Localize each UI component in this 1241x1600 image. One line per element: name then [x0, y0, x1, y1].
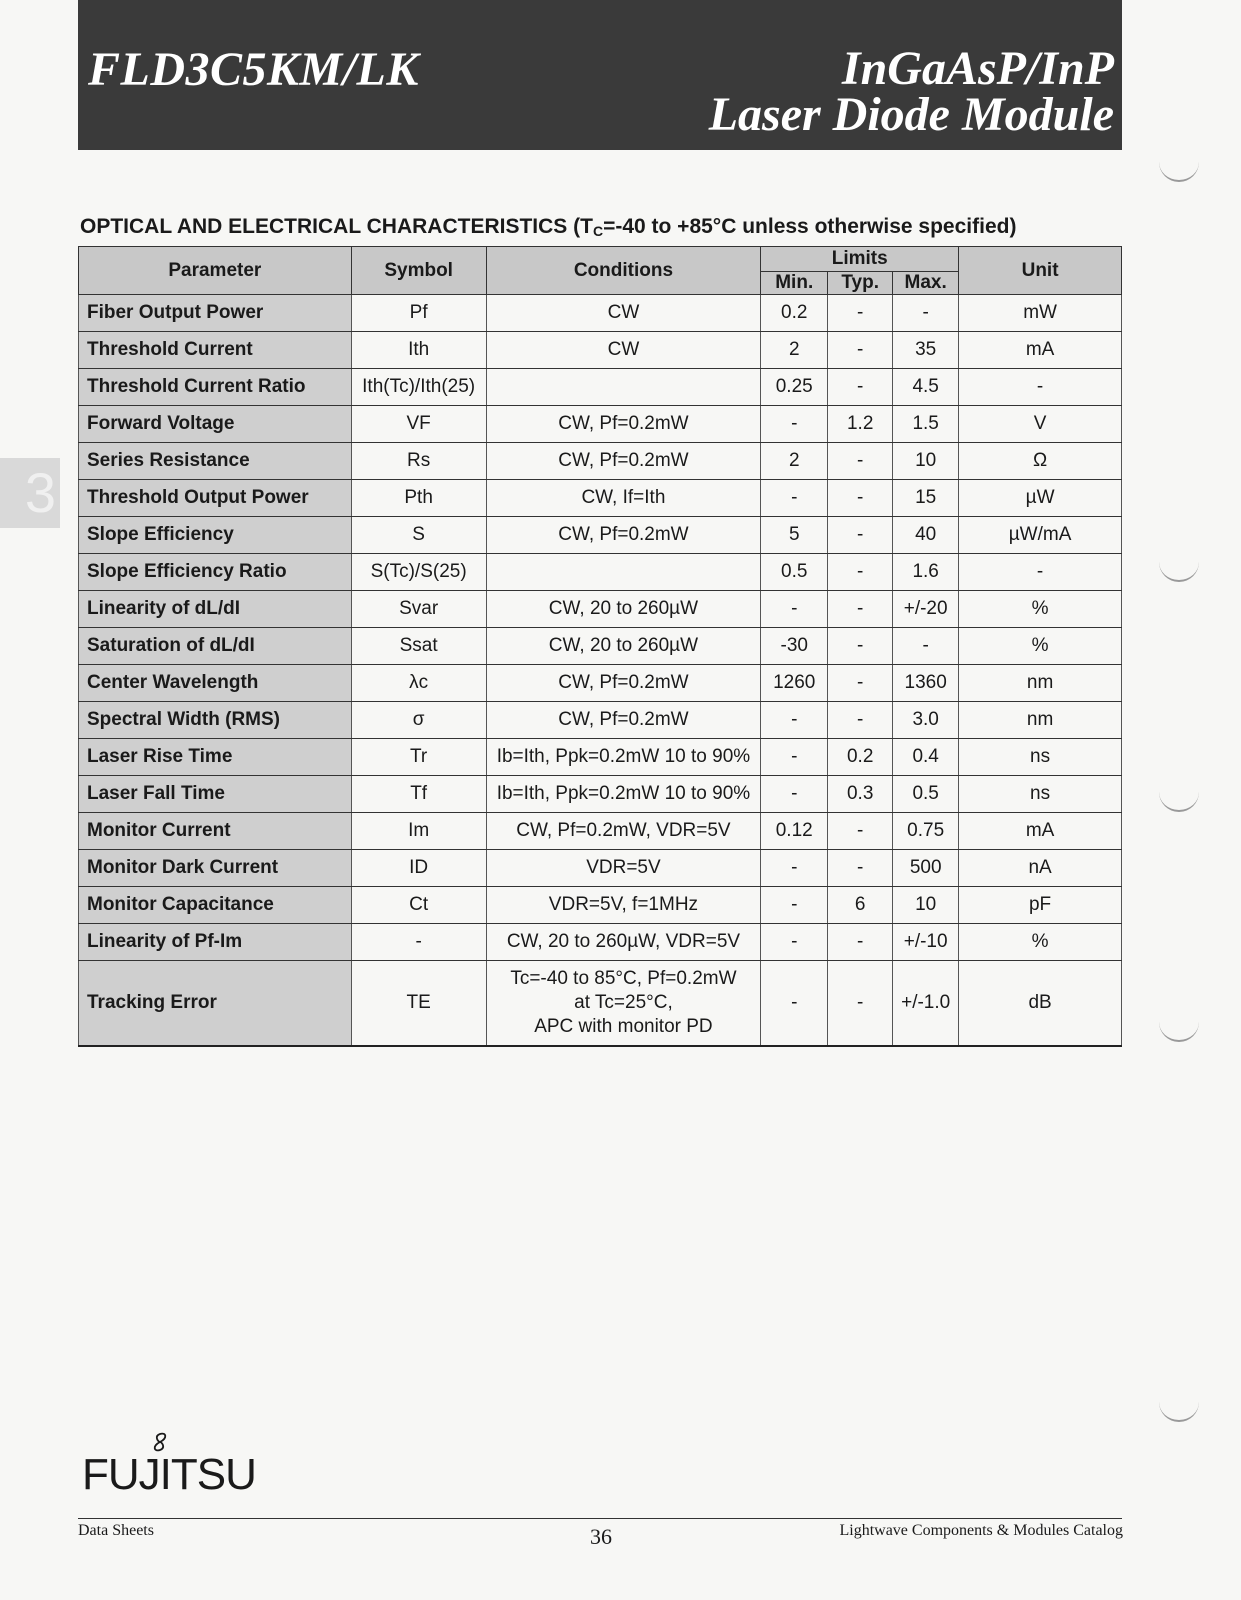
fujitsu-logo	[82, 1430, 262, 1500]
typ-cell: 0.3	[828, 776, 893, 813]
max-cell: -	[893, 295, 959, 332]
min-cell: -	[761, 961, 828, 1047]
symbol-cell: -	[351, 924, 486, 961]
conditions-cell	[486, 961, 761, 1047]
conditions-line: Tc=-40 to 85°C, Pf=0.2mW	[510, 968, 737, 989]
conditions-cell: CW, Pf=0.2mW	[486, 702, 761, 739]
unit-cell: %	[959, 628, 1122, 665]
characteristics-table	[78, 246, 1122, 1047]
table-row	[79, 961, 1122, 1047]
param-cell: Threshold Current Ratio	[79, 369, 352, 406]
table-row	[79, 776, 1122, 813]
param-cell: Threshold Output Power	[79, 480, 352, 517]
header-max: Max.	[893, 272, 959, 295]
min-cell: 0.25	[761, 369, 828, 406]
symbol-cell: ID	[351, 850, 486, 887]
footer-rule	[78, 1518, 1122, 1519]
param-cell: Spectral Width (RMS)	[79, 702, 352, 739]
min-cell: -	[761, 924, 828, 961]
max-cell: 40	[893, 517, 959, 554]
header-min: Min.	[761, 272, 828, 295]
table-row	[79, 332, 1122, 369]
symbol-cell: Ct	[351, 887, 486, 924]
unit-cell: Ω	[959, 443, 1122, 480]
unit-cell: mW	[959, 295, 1122, 332]
unit-cell: -	[959, 554, 1122, 591]
model-title: FLD3C5KM/LK	[88, 43, 419, 96]
max-cell: 1.5	[893, 406, 959, 443]
table-body	[79, 295, 1122, 1047]
unit-cell: nA	[959, 850, 1122, 887]
unit-cell: -	[959, 369, 1122, 406]
unit-cell: ns	[959, 739, 1122, 776]
symbol-cell: Ith(Tc)/Ith(25)	[351, 369, 486, 406]
param-cell: Series Resistance	[79, 443, 352, 480]
max-cell: +/-20	[893, 591, 959, 628]
max-cell: -	[893, 628, 959, 665]
typ-cell: -	[828, 369, 893, 406]
section-title: OPTICAL AND ELECTRICAL CHARACTERISTICS ($T_C=-40$ to +85°C unless otherwise specified)	[80, 215, 1017, 239]
param-cell: Laser Rise Time	[79, 739, 352, 776]
binder-hole	[1159, 1400, 1199, 1422]
conditions-cell	[486, 369, 761, 406]
min-cell: -30	[761, 628, 828, 665]
binder-hole	[1159, 1020, 1199, 1042]
table-row	[79, 813, 1122, 850]
symbol-cell: S(Tc)/S(25)	[351, 554, 486, 591]
conditions-cell: CW, Pf=0.2mW, VDR=5V	[486, 813, 761, 850]
table-row	[79, 702, 1122, 739]
symbol-cell: σ	[351, 702, 486, 739]
param-cell: Monitor Capacitance	[79, 887, 352, 924]
min-cell: 0.2	[761, 295, 828, 332]
table-row	[79, 517, 1122, 554]
symbol-cell: Pf	[351, 295, 486, 332]
min-cell: 2	[761, 332, 828, 369]
conditions-cell: VDR=5V, f=1MHz	[486, 887, 761, 924]
footer-right: Lightwave Components & Modules Catalog	[839, 1522, 1123, 1539]
table-row	[79, 406, 1122, 443]
unit-cell: mA	[959, 332, 1122, 369]
conditions-cell: CW, Pf=0.2mW	[486, 406, 761, 443]
symbol-cell: λc	[351, 665, 486, 702]
param-cell: Saturation of dL/dI	[79, 628, 352, 665]
conditions-line: APC with monitor PD	[534, 1016, 713, 1037]
unit-cell: µW/mA	[959, 517, 1122, 554]
param-cell: Tracking Error	[79, 961, 352, 1047]
symbol-cell: Svar	[351, 591, 486, 628]
symbol-cell: VF	[351, 406, 486, 443]
conditions-cell: VDR=5V	[486, 850, 761, 887]
min-cell: -	[761, 739, 828, 776]
symbol-cell: Tr	[351, 739, 486, 776]
typ-cell: -	[828, 628, 893, 665]
param-cell: Slope Efficiency	[79, 517, 352, 554]
max-cell: 3.0	[893, 702, 959, 739]
logo-wordmark: FUJITSU	[82, 1450, 256, 1499]
conditions-line: at Tc=25°C,	[574, 992, 673, 1013]
symbol-cell: Pth	[351, 480, 486, 517]
table-row	[79, 850, 1122, 887]
footer-left: Data Sheets	[78, 1522, 154, 1539]
max-cell: 4.5	[893, 369, 959, 406]
table-row	[79, 591, 1122, 628]
table-row	[79, 628, 1122, 665]
page-number: 36	[590, 1524, 612, 1549]
conditions-cell: CW	[486, 295, 761, 332]
header-unit: Unit	[959, 247, 1122, 295]
product-title-line1: InGaAsP/InP	[841, 42, 1114, 95]
conditions-cell: CW, Pf=0.2mW	[486, 443, 761, 480]
param-cell: Slope Efficiency Ratio	[79, 554, 352, 591]
conditions-cell: Ib=Ith, Ppk=0.2mW 10 to 90%	[486, 776, 761, 813]
binder-hole	[1159, 790, 1199, 812]
typ-cell: -	[828, 332, 893, 369]
param-cell: Linearity of Pf-Im	[79, 924, 352, 961]
header-conditions: Conditions	[486, 247, 761, 295]
min-cell: -	[761, 702, 828, 739]
unit-cell: µW	[959, 480, 1122, 517]
max-cell: +/-10	[893, 924, 959, 961]
conditions-cell: CW, Pf=0.2mW	[486, 517, 761, 554]
max-cell: 35	[893, 332, 959, 369]
conditions-cell	[486, 554, 761, 591]
table-row	[79, 924, 1122, 961]
max-cell: 1.6	[893, 554, 959, 591]
binder-hole	[1159, 560, 1199, 582]
symbol-cell: Tf	[351, 776, 486, 813]
max-cell: 1360	[893, 665, 959, 702]
typ-cell: -	[828, 517, 893, 554]
min-cell: 2	[761, 443, 828, 480]
typ-cell: -	[828, 665, 893, 702]
symbol-cell: Ith	[351, 332, 486, 369]
table-row	[79, 739, 1122, 776]
symbol-cell: TE	[351, 961, 486, 1047]
min-cell: 1260	[761, 665, 828, 702]
conditions-cell: CW, 20 to 260µW, VDR=5V	[486, 924, 761, 961]
typ-cell: 1.2	[828, 406, 893, 443]
symbol-cell: Ssat	[351, 628, 486, 665]
typ-cell: -	[828, 443, 893, 480]
max-cell: 0.75	[893, 813, 959, 850]
max-cell: 500	[893, 850, 959, 887]
param-cell: Forward Voltage	[79, 406, 352, 443]
max-cell: 0.5	[893, 776, 959, 813]
typ-cell: -	[828, 924, 893, 961]
unit-cell: nm	[959, 665, 1122, 702]
unit-cell: dB	[959, 961, 1122, 1047]
unit-cell: %	[959, 591, 1122, 628]
header-symbol: Symbol	[351, 247, 486, 295]
typ-cell: -	[828, 850, 893, 887]
conditions-cell: CW, 20 to 260µW	[486, 591, 761, 628]
min-cell: -	[761, 887, 828, 924]
param-cell: Laser Fall Time	[79, 776, 352, 813]
unit-cell: ns	[959, 776, 1122, 813]
param-cell: Threshold Current	[79, 332, 352, 369]
conditions-cell: CW, Pf=0.2mW	[486, 665, 761, 702]
table-row	[79, 369, 1122, 406]
typ-cell: -	[828, 480, 893, 517]
table-row	[79, 443, 1122, 480]
unit-cell: V	[959, 406, 1122, 443]
typ-cell: -	[828, 961, 893, 1047]
binder-hole	[1159, 160, 1199, 182]
typ-cell: 0.2	[828, 739, 893, 776]
header-banner	[78, 0, 1122, 150]
header-typ: Typ.	[828, 272, 893, 295]
min-cell: -	[761, 480, 828, 517]
conditions-cell: CW	[486, 332, 761, 369]
max-cell: 15	[893, 480, 959, 517]
typ-cell: -	[828, 554, 893, 591]
param-cell: Linearity of dL/dI	[79, 591, 352, 628]
table-row	[79, 554, 1122, 591]
min-cell: 0.12	[761, 813, 828, 850]
min-cell: -	[761, 850, 828, 887]
param-cell: Monitor Current	[79, 813, 352, 850]
max-cell: 10	[893, 887, 959, 924]
unit-cell: mA	[959, 813, 1122, 850]
conditions-cell: CW, If=Ith	[486, 480, 761, 517]
symbol-cell: S	[351, 517, 486, 554]
header-limits: Limits	[761, 247, 959, 272]
typ-cell: -	[828, 813, 893, 850]
min-cell: -	[761, 776, 828, 813]
header-parameter: Parameter	[79, 247, 352, 295]
unit-cell: pF	[959, 887, 1122, 924]
section-tab: 3	[0, 458, 60, 528]
min-cell: 0.5	[761, 554, 828, 591]
min-cell: -	[761, 591, 828, 628]
param-cell: Center Wavelength	[79, 665, 352, 702]
product-title-line2: Laser Diode Module	[708, 88, 1114, 141]
table-row	[79, 665, 1122, 702]
table-row	[79, 887, 1122, 924]
typ-cell: -	[828, 702, 893, 739]
unit-cell: %	[959, 924, 1122, 961]
table-row	[79, 480, 1122, 517]
max-cell: +/-1.0	[893, 961, 959, 1047]
typ-cell: -	[828, 295, 893, 332]
min-cell: 5	[761, 517, 828, 554]
min-cell: -	[761, 406, 828, 443]
symbol-cell: Im	[351, 813, 486, 850]
param-cell: Monitor Dark Current	[79, 850, 352, 887]
product-title	[708, 42, 1114, 141]
max-cell: 0.4	[893, 739, 959, 776]
param-cell: Fiber Output Power	[79, 295, 352, 332]
conditions-cell: CW, 20 to 260µW	[486, 628, 761, 665]
unit-cell: nm	[959, 702, 1122, 739]
typ-cell: 6	[828, 887, 893, 924]
table-row	[79, 295, 1122, 332]
typ-cell: -	[828, 591, 893, 628]
symbol-cell: Rs	[351, 443, 486, 480]
max-cell: 10	[893, 443, 959, 480]
conditions-cell: Ib=Ith, Ppk=0.2mW 10 to 90%	[486, 739, 761, 776]
